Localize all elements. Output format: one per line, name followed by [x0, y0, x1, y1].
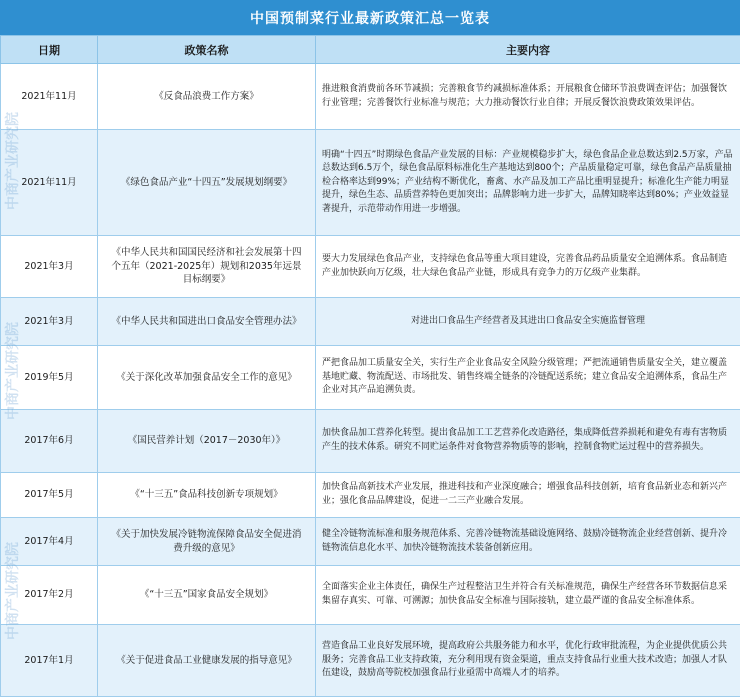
policy-date: 2017年5月: [1, 473, 98, 518]
policy-content: 对进出口食品生产经营者及其进出口食品安全实施监督管理: [316, 298, 740, 346]
table-row: [1, 518, 740, 566]
policy-name: 《“十三五”国家食品安全规划》: [98, 566, 316, 625]
column-header-date: 日期: [1, 36, 98, 64]
table-row: [1, 410, 740, 473]
watermark: 中商产业研究院: [2, 322, 22, 420]
policy-date: 2019年5月: [1, 346, 98, 410]
policy-content: 营造食品工业良好发展环境，提高政府公共服务能力和水平，优化行政审批流程，为企业提供优质公共服务；完善食品工业支持政策，充分利用现有资金渠道，重点支持食品行业重大技术改造；加强人才队伍建设，鼓励高等院校加强食品行业亟需中高端人才的培养。: [316, 625, 740, 697]
table-row: [1, 566, 740, 625]
policy-content: 要大力发展绿色食品产业，支持绿色食品等重大项目建设，完善食品药品质量安全追溯体系。食品制造产业加快跃向万亿级，壮大绿色食品产业链，形成具有竞争力的万亿级产业集群。: [316, 236, 740, 298]
policy-content: 明确“十四五”时期绿色食品产业发展的目标：产业规模稳步扩大，绿色食品企业总数达到2.5万家，产品总数达到6.5万个，绿色食品原料标准化生产基地达到800个；产品质量稳定可靠，绿色食品产品质量抽检合格率达到99%；产业结构不断优化，畜禽、水产品及加工产品比重明显提升；标准化生产能力明显提升，绿色生态、品质营养特色更加突出；品牌影响力进一步扩大，品牌知晓率达到80%；产业效益显著提升，示范带动作用进一步增强。: [316, 130, 740, 236]
policy-date: 2021年3月: [1, 236, 98, 298]
policy-date: 2021年3月: [1, 298, 98, 346]
policy-table: [0, 35, 740, 697]
watermark: 中商产业研究院: [2, 542, 22, 640]
policy-name: 《“十三五”食品科技创新专项规划》: [98, 473, 316, 518]
policy-name: 《关于加快发展冷链物流保障食品安全促进消费升级的意见》: [98, 518, 316, 566]
table-row: [1, 130, 740, 236]
policy-date: 2017年4月: [1, 518, 98, 566]
policy-name: 《反食品浪费工作方案》: [98, 64, 316, 130]
column-header-name: 政策名称: [98, 36, 316, 64]
policy-date: 2017年1月: [1, 625, 98, 697]
policy-name: 《绿色食品产业“十四五”发展规划纲要》: [98, 130, 316, 236]
table-row: [1, 346, 740, 410]
watermark: 中商产业研究院: [2, 112, 22, 210]
page-title: 中国预制菜行业最新政策汇总一览表: [0, 0, 740, 35]
policy-date: 2017年6月: [1, 410, 98, 473]
policy-content: 严把食品加工质量安全关，实行生产企业食品安全风险分级管理；严把流通销售质量安全关，建立覆盖基地贮藏、物流配送、市场批发、销售终端全链条的冷链配送系统；建立食品安全追溯体系，食品生产企业对其产品追溯负责。: [316, 346, 740, 410]
policy-content: 加快食品高新技术产业发展，推进科技和产业深度融合；增强食品科技创新，培育食品新业态和新兴产业；强化食品品牌建设，促进一二三产业融合发展。: [316, 473, 740, 518]
policy-content: 全面落实企业主体责任，确保生产过程整洁卫生并符合有关标准规范，确保生产经营各环节数据信息采集留存真实、可靠、可溯源；加快食品安全标准与国际接轨，建立最严谨的食品安全标准体系。: [316, 566, 740, 625]
policy-date: 2021年11月: [1, 130, 98, 236]
table-row: [1, 64, 740, 130]
table-row: [1, 625, 740, 697]
table-header-row: [1, 36, 740, 64]
policy-name: 《国民营养计划（2017－2030年）》: [98, 410, 316, 473]
column-header-content: 主要内容: [316, 36, 740, 64]
policy-name: 《关于深化改革加强食品安全工作的意见》: [98, 346, 316, 410]
policy-name: 《关于促进食品工业健康发展的指导意见》: [98, 625, 316, 697]
policy-content: 健全冷链物流标准和服务规范体系、完善冷链物流基础设施网络、鼓励冷链物流企业经营创新、提升冷链物流信息化水平、加快冷链物流技术装备创新应用。: [316, 518, 740, 566]
table-row: [1, 298, 740, 346]
table-row: [1, 473, 740, 518]
policy-name: 《中华人民共和国国民经济和社会发展第十四个五年（2021-2025年）规划和2035年远景目标纲要》: [98, 236, 316, 298]
policy-date: 2017年2月: [1, 566, 98, 625]
policy-name: 《中华人民共和国进出口食品安全管理办法》: [98, 298, 316, 346]
policy-content: 推进粮食消费前各环节减损；完善粮食节约减损标准体系；开展粮食仓储环节浪费调查评估；加强餐饮行业管理；完善餐饮行业标准与规范；大力推动餐饮行业自律；开展反餐饮浪费政策效果评估。: [316, 64, 740, 130]
table-row: [1, 236, 740, 298]
policy-date: 2021年11月: [1, 64, 98, 130]
policy-content: 加快食品加工营养化转型。提出食品加工工艺营养化改造路径，集成降低营养损耗和避免有毒有害物质产生的技术体系。研究不同贮运条件对食物营养物质等的影响，控制食物贮运过程中的营养损失。: [316, 410, 740, 473]
